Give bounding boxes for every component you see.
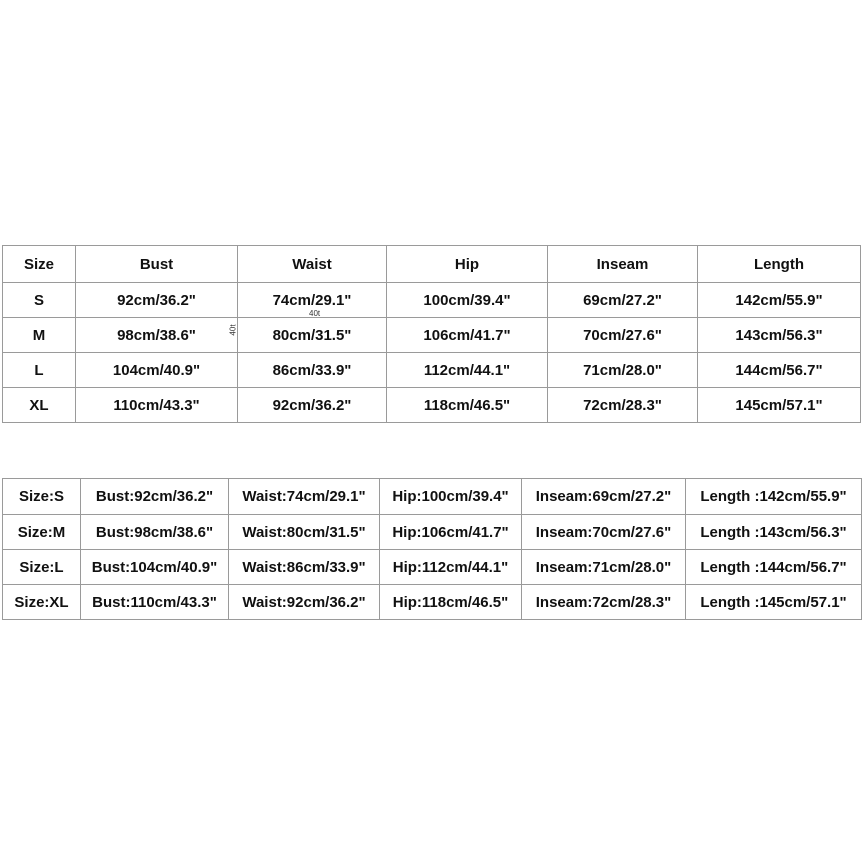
inseam-cell: Inseam:71cm/28.0" — [522, 550, 686, 585]
header-length: Length — [698, 246, 861, 283]
table-row — [3, 550, 862, 585]
size-cell: Size:XL — [3, 585, 81, 620]
stray-mark: 40t — [228, 324, 238, 336]
inseam-cell: Inseam:69cm/27.2" — [522, 479, 686, 515]
length-cell: 144cm/56.7" — [698, 353, 861, 388]
header-bust: Bust — [76, 246, 238, 283]
length-cell: 145cm/57.1" — [698, 388, 861, 423]
length-cell: Length :142cm/55.9" — [686, 479, 862, 515]
header-inseam: Inseam — [548, 246, 698, 283]
hip-cell: Hip:106cm/41.7" — [380, 515, 522, 550]
inseam-cell: 69cm/27.2" — [548, 283, 698, 318]
size-cell: M — [3, 318, 76, 353]
hip-cell: Hip:118cm/46.5" — [380, 585, 522, 620]
length-cell: 142cm/55.9" — [698, 283, 861, 318]
header-waist: Waist — [238, 246, 387, 283]
waist-cell: 74cm/29.1" — [238, 283, 387, 318]
header-size: Size — [3, 246, 76, 283]
table-row — [3, 283, 861, 318]
length-cell: 143cm/56.3" — [698, 318, 861, 353]
bust-cell: 104cm/40.9" — [76, 353, 238, 388]
bust-cell: Bust:98cm/38.6" — [81, 515, 229, 550]
waist-cell: 86cm/33.9" — [238, 353, 387, 388]
length-cell: Length :145cm/57.1" — [686, 585, 862, 620]
length-cell: Length :143cm/56.3" — [686, 515, 862, 550]
inseam-cell: 70cm/27.6" — [548, 318, 698, 353]
bust-cell: Bust:110cm/43.3" — [81, 585, 229, 620]
size-cell: Size:L — [3, 550, 81, 585]
size-chart-header-row — [3, 246, 861, 283]
bust-cell: 92cm/36.2" — [76, 283, 238, 318]
table-row — [3, 479, 862, 515]
inseam-cell: Inseam:70cm/27.6" — [522, 515, 686, 550]
inseam-cell: 71cm/28.0" — [548, 353, 698, 388]
waist-cell: 92cm/36.2" — [238, 388, 387, 423]
hip-cell: Hip:100cm/39.4" — [380, 479, 522, 515]
length-cell: Length :144cm/56.7" — [686, 550, 862, 585]
hip-cell: 106cm/41.7" — [387, 318, 548, 353]
header-hip: Hip — [387, 246, 548, 283]
table-row — [3, 515, 862, 550]
size-list-table — [2, 478, 862, 620]
waist-cell: Waist:74cm/29.1" — [229, 479, 380, 515]
inseam-cell: 72cm/28.3" — [548, 388, 698, 423]
inseam-cell: Inseam:72cm/28.3" — [522, 585, 686, 620]
waist-cell: Waist:92cm/36.2" — [229, 585, 380, 620]
table-row — [3, 388, 861, 423]
bust-cell: 98cm/38.6" — [76, 318, 238, 353]
table-row — [3, 585, 862, 620]
size-cell: XL — [3, 388, 76, 423]
size-cell: L — [3, 353, 76, 388]
size-chart-table — [2, 245, 861, 423]
waist-cell: 80cm/31.5" — [238, 318, 387, 353]
size-cell: S — [3, 283, 76, 318]
hip-cell: Hip:112cm/44.1" — [380, 550, 522, 585]
waist-cell: Waist:80cm/31.5" — [229, 515, 380, 550]
size-cell: Size:M — [3, 515, 81, 550]
waist-cell: Waist:86cm/33.9" — [229, 550, 380, 585]
stray-mark: 40t — [309, 309, 321, 318]
bust-cell: 110cm/43.3" — [76, 388, 238, 423]
bust-cell: Bust:104cm/40.9" — [81, 550, 229, 585]
table-row — [3, 353, 861, 388]
table-row — [3, 318, 861, 353]
hip-cell: 100cm/39.4" — [387, 283, 548, 318]
size-cell: Size:S — [3, 479, 81, 515]
hip-cell: 112cm/44.1" — [387, 353, 548, 388]
bust-cell: Bust:92cm/36.2" — [81, 479, 229, 515]
hip-cell: 118cm/46.5" — [387, 388, 548, 423]
